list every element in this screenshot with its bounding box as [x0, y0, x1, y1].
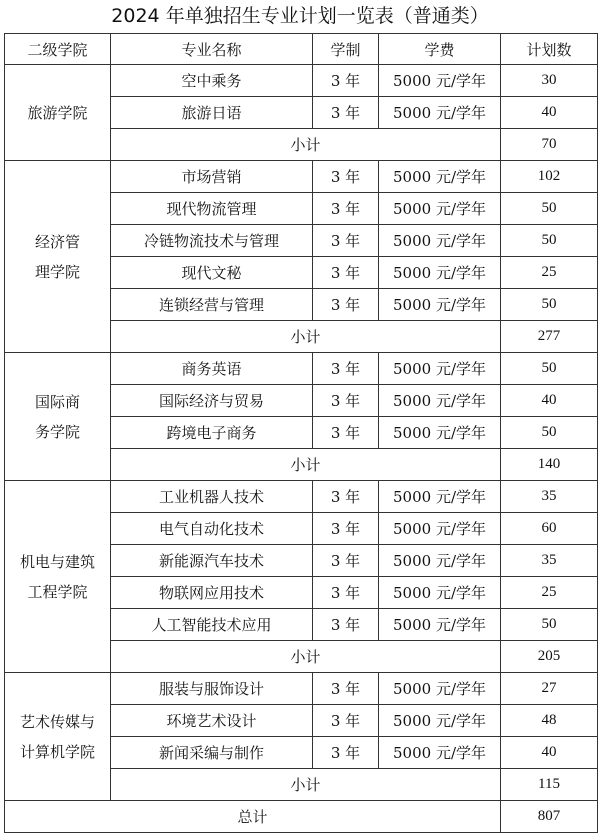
major-count: 27 [501, 673, 598, 705]
major-duration: 3 年 [313, 97, 379, 129]
major-duration: 3 年 [313, 481, 379, 513]
major-fee: 5000 元/学年 [379, 257, 501, 289]
subtotal-value: 205 [501, 641, 598, 673]
subtotal-value: 277 [501, 321, 598, 353]
major-fee: 5000 元/学年 [379, 481, 501, 513]
major-count: 40 [501, 737, 598, 769]
major-duration: 3 年 [313, 289, 379, 321]
major-name: 跨境电子商务 [111, 417, 313, 449]
major-name: 环境艺术设计 [111, 705, 313, 737]
column-header-fee: 学费 [379, 34, 501, 65]
college-name: 国际商 务学院 [5, 353, 111, 481]
total-label: 总计 [5, 801, 501, 833]
major-fee: 5000 元/学年 [379, 705, 501, 737]
major-fee: 5000 元/学年 [379, 673, 501, 705]
major-name: 人工智能技术应用 [111, 609, 313, 641]
major-duration: 3 年 [313, 193, 379, 225]
table-row [5, 161, 598, 193]
major-count: 25 [501, 257, 598, 289]
header-row [5, 34, 598, 65]
subtotal-value: 140 [501, 449, 598, 481]
major-count: 50 [501, 225, 598, 257]
major-fee: 5000 元/学年 [379, 737, 501, 769]
major-name: 市场营销 [111, 161, 313, 193]
major-duration: 3 年 [313, 225, 379, 257]
major-fee: 5000 元/学年 [379, 513, 501, 545]
college-name: 旅游学院 [5, 65, 111, 161]
major-name: 商务英语 [111, 353, 313, 385]
major-count: 30 [501, 65, 598, 97]
column-header-count: 计划数 [501, 34, 598, 65]
major-duration: 3 年 [313, 673, 379, 705]
major-name: 国际经济与贸易 [111, 385, 313, 417]
major-duration: 3 年 [313, 65, 379, 97]
major-duration: 3 年 [313, 353, 379, 385]
major-name: 电气自动化技术 [111, 513, 313, 545]
subtotal-label: 小计 [111, 449, 501, 481]
major-count: 50 [501, 609, 598, 641]
total-row [5, 801, 598, 833]
major-duration: 3 年 [313, 705, 379, 737]
subtotal-label: 小计 [111, 769, 501, 801]
major-fee: 5000 元/学年 [379, 289, 501, 321]
major-fee: 5000 元/学年 [379, 225, 501, 257]
major-count: 35 [501, 545, 598, 577]
major-fee: 5000 元/学年 [379, 353, 501, 385]
major-duration: 3 年 [313, 513, 379, 545]
major-fee: 5000 元/学年 [379, 65, 501, 97]
subtotal-value: 70 [501, 129, 598, 161]
major-duration: 3 年 [313, 577, 379, 609]
major-name: 旅游日语 [111, 97, 313, 129]
major-count: 50 [501, 353, 598, 385]
major-fee: 5000 元/学年 [379, 193, 501, 225]
major-fee: 5000 元/学年 [379, 577, 501, 609]
major-fee: 5000 元/学年 [379, 545, 501, 577]
table-row [5, 353, 598, 385]
major-count: 25 [501, 577, 598, 609]
major-name: 空中乘务 [111, 65, 313, 97]
major-count: 102 [501, 161, 598, 193]
subtotal-label: 小计 [111, 641, 501, 673]
major-name: 新能源汽车技术 [111, 545, 313, 577]
subtotal-value: 115 [501, 769, 598, 801]
major-name: 现代文秘 [111, 257, 313, 289]
major-count: 50 [501, 417, 598, 449]
major-duration: 3 年 [313, 161, 379, 193]
major-count: 50 [501, 289, 598, 321]
table-row [5, 65, 598, 97]
major-fee: 5000 元/学年 [379, 609, 501, 641]
major-count: 40 [501, 97, 598, 129]
subtotal-label: 小计 [111, 129, 501, 161]
table-title: 2024 年单独招生专业计划一览表（普通类） [111, 5, 489, 27]
major-count: 40 [501, 385, 598, 417]
major-duration: 3 年 [313, 417, 379, 449]
major-name: 服装与服饰设计 [111, 673, 313, 705]
major-name: 连锁经营与管理 [111, 289, 313, 321]
column-header-major: 专业名称 [111, 34, 313, 65]
college-name: 艺术传媒与 计算机学院 [5, 673, 111, 801]
major-fee: 5000 元/学年 [379, 385, 501, 417]
major-count: 35 [501, 481, 598, 513]
college-name: 经济管 理学院 [5, 161, 111, 353]
major-duration: 3 年 [313, 737, 379, 769]
college-name: 机电与建筑 工程学院 [5, 481, 111, 673]
total-value: 807 [501, 801, 598, 833]
major-duration: 3 年 [313, 545, 379, 577]
table-row [5, 673, 598, 705]
major-count: 60 [501, 513, 598, 545]
column-header-duration: 学制 [313, 34, 379, 65]
major-fee: 5000 元/学年 [379, 417, 501, 449]
major-fee: 5000 元/学年 [379, 161, 501, 193]
major-duration: 3 年 [313, 609, 379, 641]
major-count: 48 [501, 705, 598, 737]
major-name: 冷链物流技术与管理 [111, 225, 313, 257]
major-fee: 5000 元/学年 [379, 97, 501, 129]
major-name: 新闻采编与制作 [111, 737, 313, 769]
major-duration: 3 年 [313, 257, 379, 289]
major-name: 物联网应用技术 [111, 577, 313, 609]
table-body [5, 65, 598, 833]
major-duration: 3 年 [313, 385, 379, 417]
enrollment-plan-table [4, 33, 598, 833]
major-name: 工业机器人技术 [111, 481, 313, 513]
subtotal-label: 小计 [111, 321, 501, 353]
column-header-college: 二级学院 [5, 34, 111, 65]
table-row [5, 481, 598, 513]
major-count: 50 [501, 193, 598, 225]
major-name: 现代物流管理 [111, 193, 313, 225]
